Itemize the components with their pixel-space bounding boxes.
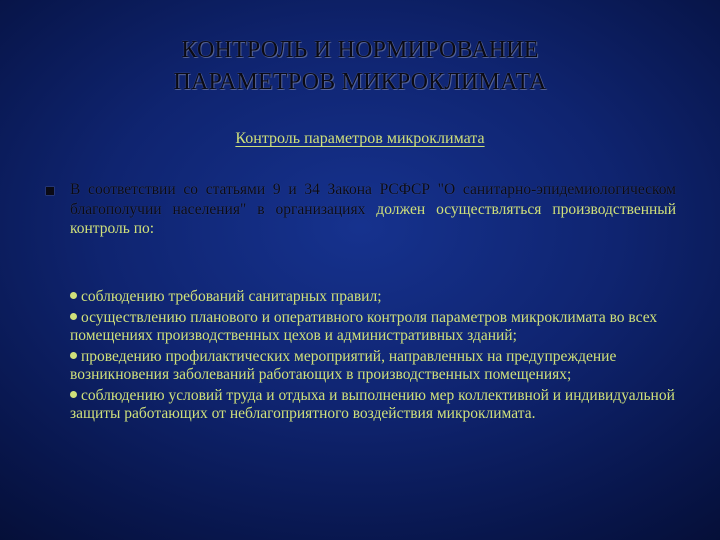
list-item [70,348,676,384]
subtitle-text: Контроль параметров микроклимата [235,130,485,147]
intro-paragraph-main: В соответствии со статьями 9 и 34 Закона РСФСР "О санитарно-эпидемиологическом благополучии населения" в организациях [70,181,676,218]
list-item [70,288,676,306]
title-line-2: ПАРАМЕТРОВ МИКРОКЛИМАТА [173,69,547,95]
slide-title [60,34,660,98]
bullet-dot-icon [70,391,77,398]
control-items-list [70,288,676,426]
list-item-text: осуществлению планового и оперативного контроля параметров микроклимата во всех помещениях производственных цехов и административных зданий; [70,309,658,344]
list-item-text: соблюдению условий труда и отдыха и выполнению мер коллективной и индивидуальной защиты работающих от неблагоприятного воздействия микроклимата. [70,387,675,422]
bullet-dot-icon [70,313,77,320]
intro-paragraph [70,180,676,239]
list-item-text: соблюдению требований санитарных правил; [81,288,382,305]
slide-subtitle [60,128,660,150]
square-bullet-icon [46,187,54,195]
list-item [70,309,676,345]
list-item-text: проведению профилактических мероприятий, направленных на предупреждение возникновения заболеваний работающих в производственных помещениях; [70,348,617,383]
bullet-dot-icon [70,352,77,359]
list-item [70,387,676,423]
intro-paragraph-continuation: должен осуществляться производственный контроль по: [70,200,676,237]
title-line-1: КОНТРОЛЬ И НОРМИРОВАНИЕ [181,37,539,63]
bullet-dot-icon [70,292,77,299]
